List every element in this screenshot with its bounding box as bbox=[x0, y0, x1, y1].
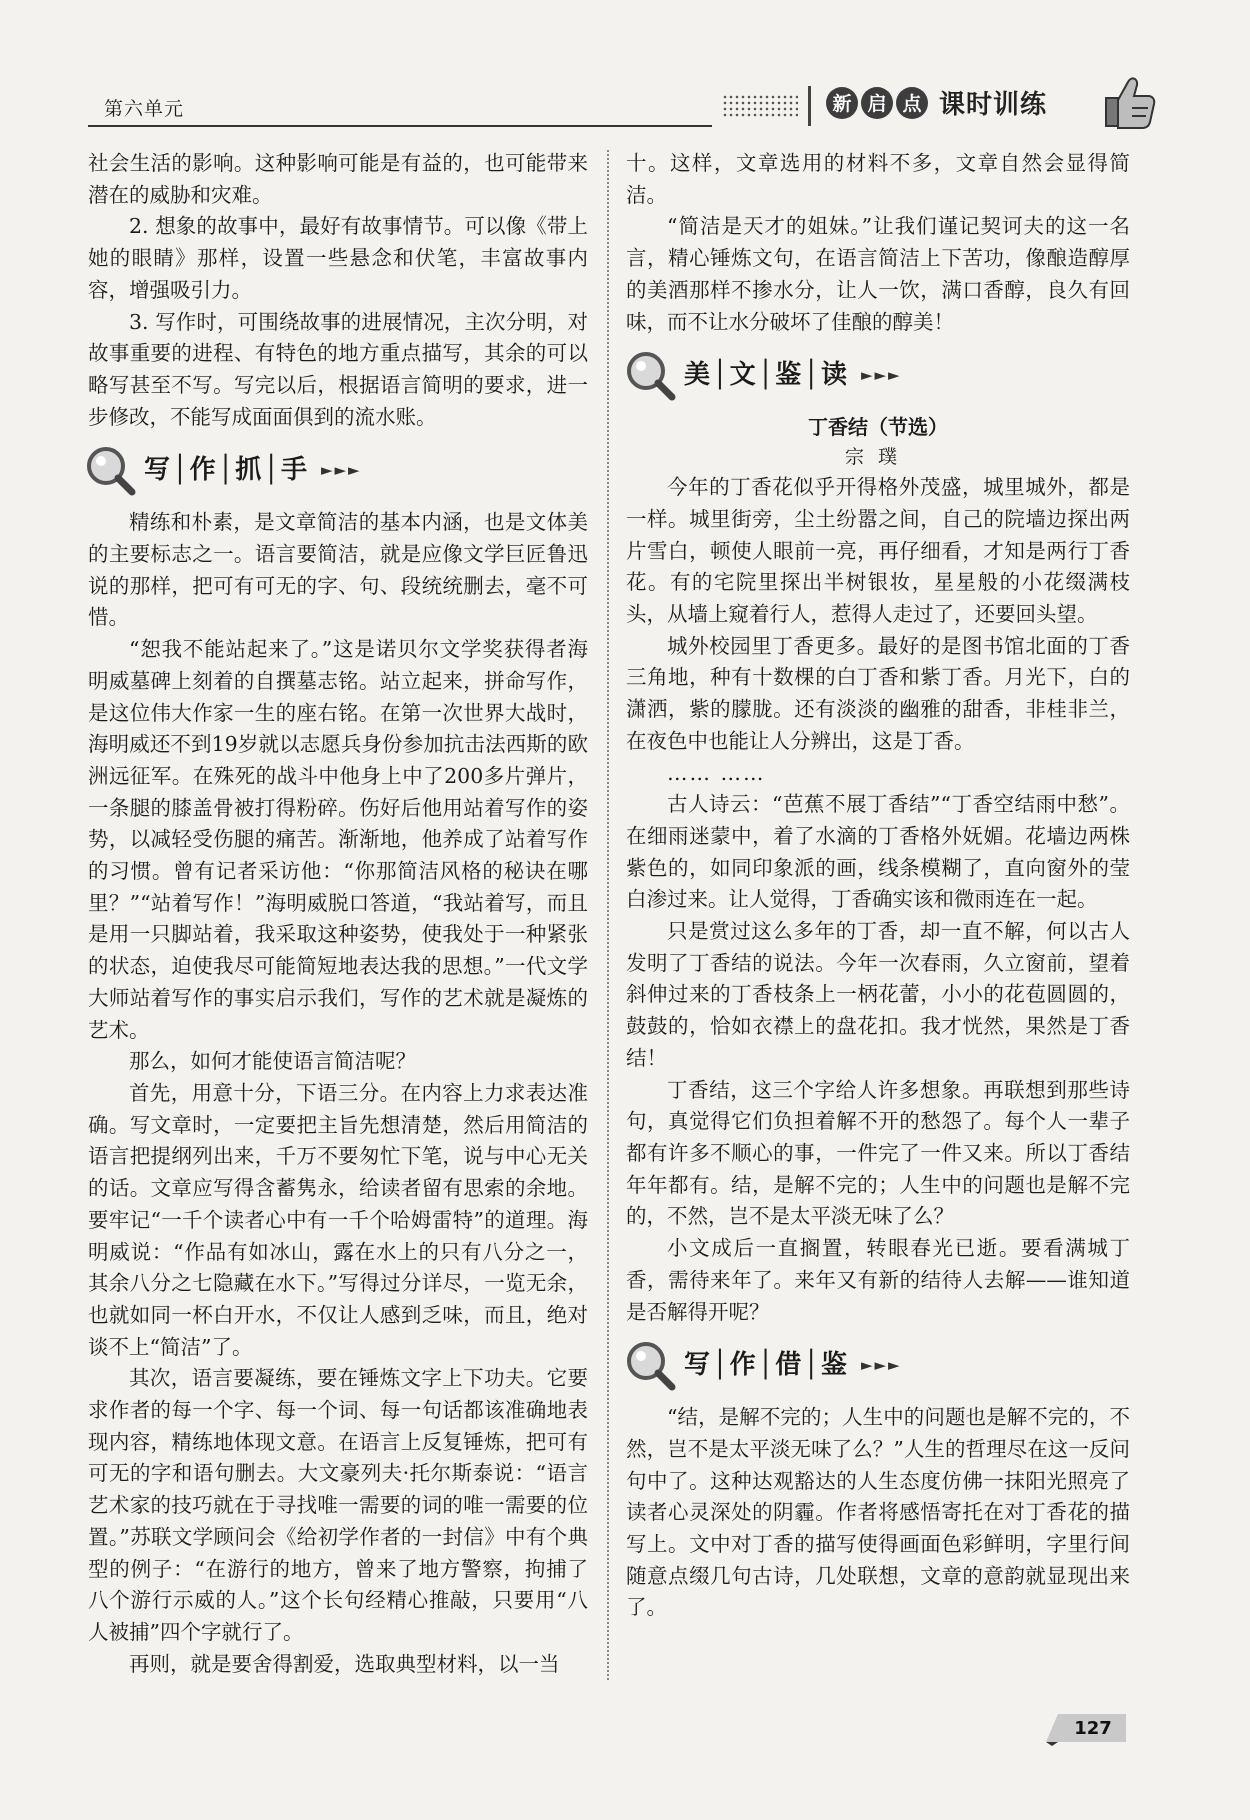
paragraph: 十。这样，文章选用的材料不多，文章自然会显得简洁。 bbox=[626, 151, 1130, 207]
paragraph: 小文成后一直搁置，转眼春光已逝。要看满城丁香，需待来年了。来年又有新的结待人去解——谁知道是否解得开呢？ bbox=[626, 1236, 1130, 1324]
header-dot-pattern bbox=[722, 94, 798, 118]
brand-circle-1: 新 bbox=[826, 87, 858, 119]
magnifier-icon bbox=[624, 1339, 678, 1393]
paragraph: 今年的丁香花似乎开得格外茂盛，城里城外，都是一样。城里街旁，尘土纷嚣之间，自己的院墙边探出两片雪白，顿使人眼前一亮，再仔细看，才知是两行丁香花。有的宅院里探出半树银妆，星星般的小花缀满枝头，从墙上窥着行人，惹得人走过了，还要回头望。 bbox=[626, 475, 1130, 627]
brand-circle-2: 启 bbox=[861, 87, 893, 119]
brand-circle-3: 点 bbox=[896, 87, 928, 119]
magnifier-icon bbox=[624, 349, 678, 403]
paragraph: 只是赏过这么多年的丁香，却一直不解，何以古人发明了丁香结的说法。今年一次春雨，久立窗前，望着斜伸过来的丁香枝条上一柄花蕾，小小的花苞圆圆的，鼓鼓的，恰如衣襟上的盘花扣。我才恍然，果然是丁香结！ bbox=[626, 919, 1130, 1070]
column-divider bbox=[607, 150, 609, 1680]
paragraph: 社会生活的影响。这种影响可能是有益的，也可能带来潜在的威胁和灾难。 bbox=[88, 151, 588, 207]
right-column bbox=[626, 148, 1130, 1624]
paragraph: 其次，语言要凝练，要在锤炼文字上下功夫。它要求作者的每一个字、每一个词、每一句话都该准确地表现内容，精练地体现文意。在语言上反复锤炼，把可有可无的字和语句删去。大文豪列夫·托尔斯泰说：“语言艺术家的技巧就在于寻找唯一需要的词的唯一需要的位置。”苏联文学顾问会《给初学作者的一封信》中有个典型的例子：“在游行的地方，曾来了地方警察，拘捕了八个游行示威的人。”这个长句经精心推敲，只要用“八人被捕”四个字就行了。 bbox=[88, 1366, 588, 1644]
section-title: 写│作│借│鉴 bbox=[684, 1350, 849, 1381]
paragraph: 3. 写作时，可围绕故事的进展情况，主次分明，对故事重要的进程、有特色的地方重点描写，其余的可以略写甚至不写。写完以后，根据语言简明的要求，进一步修改，不能写成面面俱到的流水账。 bbox=[88, 309, 588, 429]
section-title: 美│文│鉴│读 bbox=[684, 360, 849, 391]
paragraph: “简洁是天才的姐妹。”让我们谨记契诃夫的这一名言，精心锤炼文句，在语言简洁上下苦功，像酿造醇厚的美酒那样不掺水分，让人一饮，满口香醇，良久有回味，而不让水分破坏了佳酿的醇美！ bbox=[626, 214, 1130, 334]
paragraph: 古人诗云：“芭蕉不展丁香结”“丁香空结雨中愁”。在细雨迷蒙中，着了水滴的丁香格外妩媚。花墙边两株紫色的，如同印象派的画，线条模糊了，直向窗外的莹白渗过来。让人觉得，丁香确实该和微雨连在一起。 bbox=[626, 792, 1130, 912]
arrows-icon: ►►► bbox=[860, 1356, 902, 1375]
paragraph: 2. 想象的故事中，最好有故事情节。可以像《带上她的眼睛》那样，设置一些悬念和伏笔，丰富故事内容，增强吸引力。 bbox=[88, 214, 588, 302]
paragraph: “结，是解不完的；人生中的问题也是解不完的，不然，岂不是太平淡无味了么？”人生的哲理尽在这一反问句中了。这种达观豁达的人生态度仿佛一抹阳光照亮了读者心灵深处的阴霾。作者将感悟寄托在对丁香花的描写上。文中对丁香的描写使得画面色彩鲜明，字里行间随意点缀几句古诗，几处联想，文章的意韵就显现出来了。 bbox=[626, 1405, 1130, 1620]
arrows-icon: ►►► bbox=[320, 461, 362, 480]
article-author: 宗璞 bbox=[844, 446, 911, 469]
section-header-reading bbox=[624, 344, 1130, 408]
arrows-icon: ►►► bbox=[860, 366, 902, 385]
brand-logo bbox=[826, 84, 1047, 121]
section-header-writing-tips bbox=[84, 439, 588, 503]
paragraph: 精练和朴素，是文章简洁的基本内涵，也是文体美的主要标志之一。语言要简洁，就是应像文学巨匠鲁迅说的那样，把可有可无的字、句、段统统删去，毫不可惜。 bbox=[88, 510, 588, 630]
paragraph: 那么，如何才能使语言简洁呢？ bbox=[129, 1049, 416, 1074]
ellipsis: …… …… bbox=[667, 760, 766, 785]
header-rule bbox=[88, 125, 712, 127]
paragraph: 丁香结，这三个字给人许多想象。再联想到那些诗句，真觉得它们负担着解不开的愁怨了。每个人一辈子都有许多不顺心的事，一件完了一件又来。所以丁香结年年都有。结，是解不完的；人生中的问题也是解不完的，不然，岂不是太平淡无味了么？ bbox=[626, 1077, 1130, 1229]
paragraph: 城外校园里丁香更多。最好的是图书馆北面的丁香三角地，种有十数棵的白丁香和紫丁香。月光下，白的潇洒，紫的朦胧。还有淡淡的幽雅的甜香，非桂非兰，在夜色中也能让人分辨出，这是丁香。 bbox=[626, 633, 1130, 753]
left-column bbox=[88, 148, 588, 1680]
paragraph: 首先，用意十分，下语三分。在内容上力求表达准确。写文章时，一定要把主旨先想清楚，然后用简洁的语言把提纲列出来，千万不要匆忙下笔，说与中心无关的话。文章应写得含蓄隽永，给读者留有思索的余地。要牢记“一千个读者心中有一千个哈姆雷特”的道理。海明威说：“作品有如冰山，露在水上的只有八分之一，其余八分之七隐藏在水下。”写得过分详尽，一览无余，也就如同一杯白开水，不仅让人感到乏味，而且，绝对谈不上“简洁”了。 bbox=[88, 1080, 588, 1359]
page-number: 127 bbox=[1074, 1717, 1112, 1739]
article-title: 丁香结（节选） bbox=[808, 415, 948, 440]
section-title: 写│作│抓│手 bbox=[144, 455, 309, 486]
magnifier-icon bbox=[84, 444, 138, 498]
brand-title: 课时训练 bbox=[939, 90, 1048, 120]
paragraph: “恕我不能站起来了。”这是诺贝尔文学奖获得者海明威墓碑上刻着的自撰墓志铭。站立起来，拼命写作，是这位伟大作家一生的座右铭。在第一次世界大战时，海明威还不到19岁就以志愿兵身份参加抗击法西斯的欧洲远征军。在殊死的战斗中他身上中了200多片弹片，一条腿的膝盖骨被打得粉碎。伤好后他用站着写作的姿势，以减轻受伤腿的痛苦。渐渐地，他养成了站着写作的习惯。曾有记者采访他：“你那简洁风格的秘诀在哪里？”“站着写作！”海明威脱口答道，“我站着写，而且是用一只脚站着，我采取这种姿势，使我处于一种紧张的状态，迫使我尽可能简短地表达我的思想。”一代文学大师站着写作的事实启示我们，写作的艺术就是凝炼的艺术。 bbox=[88, 637, 588, 1042]
unit-label: 第六单元 bbox=[104, 98, 185, 120]
thumbs-up-icon bbox=[1098, 68, 1158, 134]
section-header-writing-reference bbox=[624, 1334, 1130, 1398]
header-separator bbox=[808, 86, 811, 126]
paragraph: 再则，就是要舍得割爱，选取典型材料，以一当 bbox=[129, 1651, 560, 1676]
